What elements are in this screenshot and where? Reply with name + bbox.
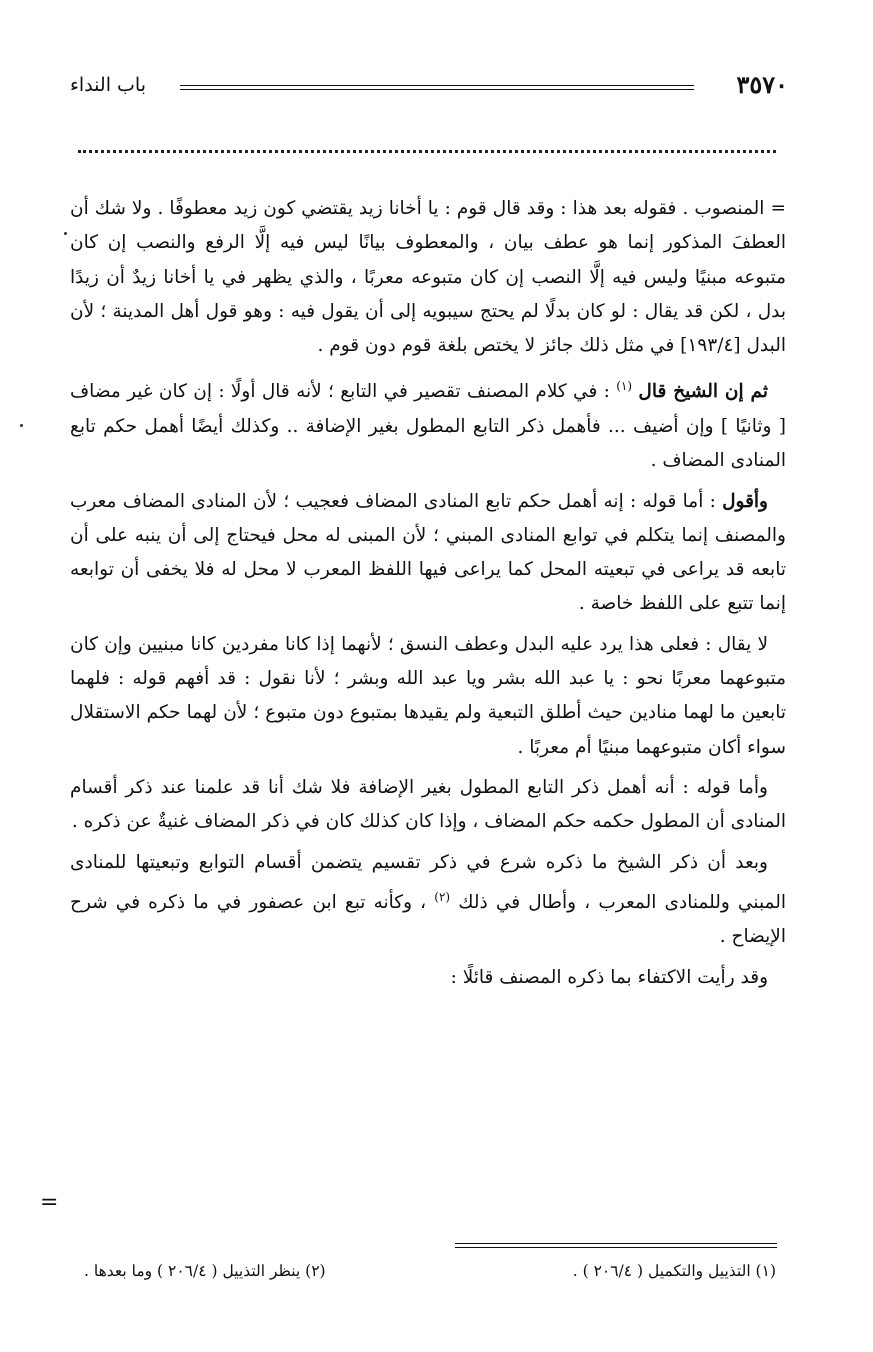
- continuation-mark: =: [40, 1190, 59, 1215]
- paragraph-1: = المنصوب . فقوله بعد هذا : وقد قال قوم : يا أخانا زيد يقتضي كون زيد معطوفًا . ولا شك أن العطفَ المذكور إنما هو عطف بيان ، والمعطوف بيانًا ليس فيه إلَّا الرفع والنصب إن كان متبوعه مبنيًا وليس فيه إلَّا النصب إن كان متبوعه معربًا ، والذي يظهر في يا أخانا زيدٌ أن زيدًا بدل ، لكن قد يقال : لو كان بدلًا لم يحتج سيبويه إلى أن يقول فيه : وهو قول أهل المدينة ؛ لأن البدل [١٩٣/٤] في مثل ذلك جائز لا يختص بلغة قوم دون قوم .: [70, 198, 786, 357]
- dotted-separator: [78, 150, 776, 153]
- footnote-1: (١) التذييل والتكميل ( ٢٠٦/٤ ) .: [572, 1262, 776, 1280]
- page-header: [70, 70, 788, 104]
- paragraph-3-text: : أما قوله : إنه أهمل حكم تابع المنادى المضاف فعجيب ؛ لأن المنادى المضاف معرب والمصنف إنما يتكلم في توابع المنادى المبني ؛ لأن المبنى له محل فيحتاج إلى أن ينبه على أن تابعه قد يراعى في تبعيته المحل كما يراعى فيها اللفظ المعرب لا محل له فلا يخفى أن توابعه إنما تتبع على اللفظ خاصة .: [70, 490, 786, 615]
- paragraph-3: [70, 485, 786, 622]
- paragraph-4: لا يقال : فعلى هذا يرد عليه البدل وعطف النسق ؛ لأنهما إذا كانا مفردين كانا مبنيين وإن كان متبوعهما معربًا نحو : يا عبد الله بشر ويا عبد الله وبشر ؛ لأنا نقول : قد أفهم قوله : فلهما تابعين ما لهما منادين حيث أطلق التبعية ولم يقيدها بمتبوع دون متبوع ؛ لأن لهما حكم الاستقلال سواء أكان متبوعهما مبنيًا أم معربًا .: [70, 633, 786, 758]
- main-text: [70, 192, 786, 1001]
- paragraph-2-lead: ثم إن الشيخ قال: [638, 381, 768, 403]
- footnote-2: (٢) ينظر التذييل ( ٢٠٦/٤ ) وما بعدها .: [84, 1262, 326, 1280]
- paragraph-7: وقد رأيت الاكتفاء بما ذكره المصنف قائلًا :: [450, 966, 768, 988]
- page-number: ٣٥٧٠: [736, 70, 788, 99]
- chapter-title: باب النداء: [70, 74, 146, 96]
- footnote-ref-1: (١): [616, 379, 633, 394]
- paragraph-6-text-b: ، وكأنه تبع ابن عصفور في ما ذكره في شرح الإيضاح .: [70, 891, 786, 948]
- paragraph-2: [70, 369, 786, 478]
- paragraph-2-text: : في كلام المصنف تقصير في التابع ؛ لأنه قال أولًا : إن كان غير مضاف [ وثانيًا ] وإن أضيف ... فأهمل ذكر التابع المطول بغير الإضافة .. وكذلك أيضًا أهمل حكم تابع المنادى المضاف .: [70, 381, 786, 472]
- footnotes: [84, 1262, 776, 1292]
- paragraph-6: [70, 846, 786, 955]
- margin-dot-2: [64, 232, 67, 235]
- footnote-rule: [455, 1243, 777, 1248]
- paragraph-3-lead: وأقول: [722, 490, 768, 512]
- footnote-ref-2: (٢): [434, 889, 451, 904]
- header-rule: [180, 85, 694, 90]
- margin-dot: [20, 424, 23, 427]
- paragraph-6-text-a: وبعد أن ذكر الشيخ ما ذكره شرع في ذكر تقسيم يتضمن أقسام التوابع وتبعيتها للمنادى المبني وللمنادى المعرب ، وأطال في ذلك: [70, 851, 786, 913]
- paragraph-5: وأما قوله : أنه أهمل ذكر التابع المطول بغير الإضافة فلا شك أنا قد علمنا عند ذكر أقسام المنادى أن المطول حكمه حكم المضاف ، وإذا كان كذلك كان في ذكر المضاف غنيةٌ عن ذكره .: [70, 776, 786, 833]
